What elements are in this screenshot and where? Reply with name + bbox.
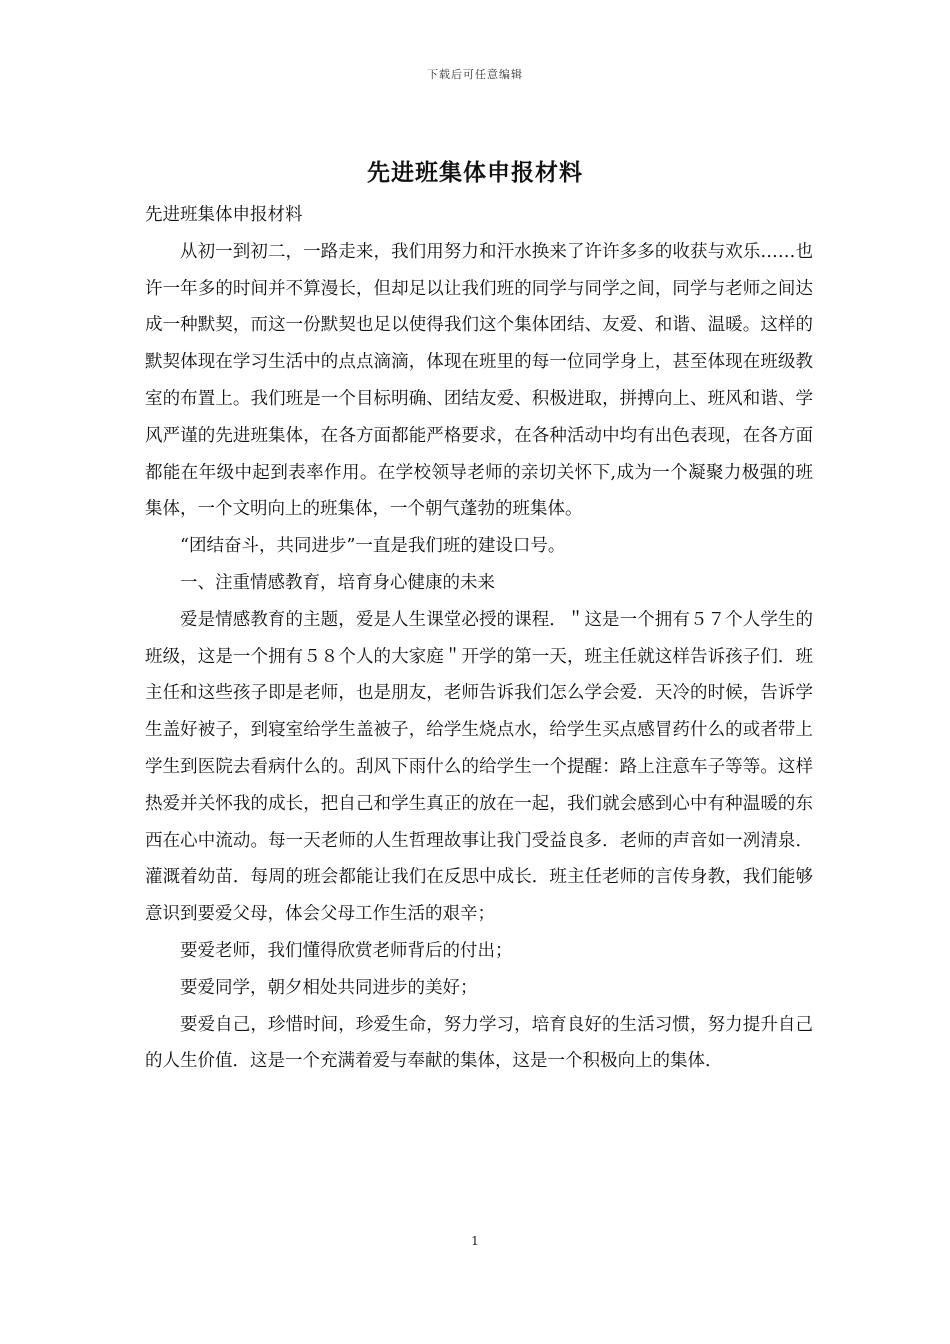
section-heading-1: 一、注重情感教育，培育身心健康的未来 [180,572,495,593]
paragraph-love-education: 爱是情感教育的主题，爱是人生课堂必授的课程．＂这是一个拥有５７个人学生的班级，这是一个拥有５８个人的大家庭＂开学的第一天，班主任就这样告诉孩子们．班主任和这些孩子即是老师，也是朋友，老师告诉我们怎么学会爱．天冷的时候，告诉学生盖好被子，到寝室给学生盖被子，给学生烧点水，给学生买点感冒药什么的或者带上学生到医院去看病什么的。刮风下雨什么的给学生一个提醒：路上注意车子等等。这样热爱并关怀我的成长，把自己和学生真正的放在一起，我们就会感到心中有种温暖的东西在心中流动。每一天老师的人生哲理故事让我门受益良多．老师的声音如一冽清泉．灌溉着幼苗．每周的班会都能让我们在反思中成长．班主任老师的言传身教，我们能够意识到要爱父母，体会父母工作生活的艰辛； [145,609,813,925]
document-body [145,197,813,1080]
page-number: 1 [471,1234,479,1248]
paragraph-love-teachers: 要爱老师，我们懂得欣赏老师背后的付出； [180,940,513,961]
paragraph-slogan: “团结奋斗，共同进步”一直是我们班的建设口号。 [180,536,566,557]
paragraph-intro: 从初一到初二，一路走来，我们用努力和汗水换来了许许多多的收获与欢乐……也许一年多的时间并不算漫长，但却足以让我们班的同学与同学之间，同学与老师之间达成一种默契，而这一份默契也足以使得我们这个集体团结、友爱、和谐、温暖。这样的默契体现在学习生活中的点点滴滴，体现在班里的每一位同学身上，甚至体现在班级教室的布置上。我们班是一个目标明确、团结友爱、积极进取，拼搏向上、班风和谐、学风严谨的先进班集体，在各方面都能严格要求，在各种活动中均有出色表现，在各方面都能在年级中起到表率作用。在学校领导老师的亲切关怀下,成为一个凝聚力极强的班集体，一个文明向上的班集体，一个朝气蓬勃的班集体。 [145,241,813,520]
paragraph-love-self: 要爱自己，珍惜时间，珍爱生命，努力学习，培育良好的生活习惯，努力提升自己的人生价值．这是一个充满着爱与奉献的集体，这是一个积极向上的集体． [145,1014,813,1072]
document-subtitle: 先进班集体申报材料 [145,205,303,225]
paragraph-love-classmates: 要爱同学，朝夕相处共同进步的美好； [180,977,478,998]
header-note: 下载后可任意编辑 [427,68,523,81]
document-title: 先进班集体申报材料 [367,159,583,186]
